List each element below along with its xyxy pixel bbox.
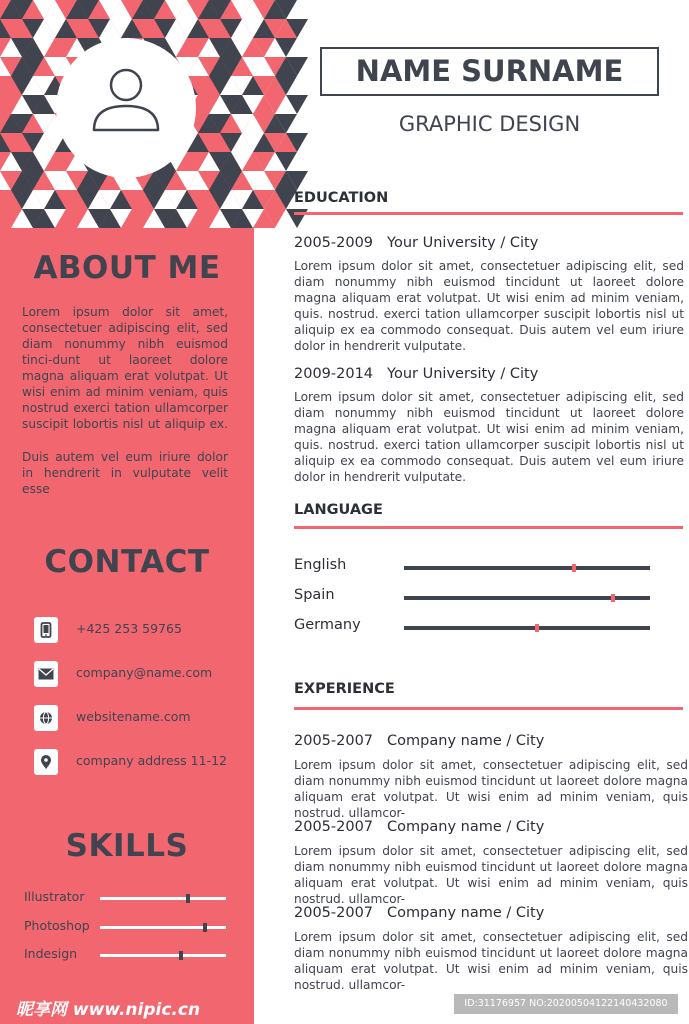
image-id-strip: ID:31176957 NO:20200504122140432080: [454, 994, 678, 1014]
experience-heading: EXPERIENCE: [294, 681, 395, 697]
language-label: Germany: [294, 617, 361, 633]
skill-bar: [100, 954, 226, 957]
language-heading: LANGUAGE: [294, 502, 383, 518]
contact-phone-text: +425 253 59765: [76, 621, 182, 636]
contact-heading: CONTACT: [44, 544, 210, 580]
contact-website-text: websitename.com: [76, 709, 191, 724]
experience-entry-title: [294, 905, 544, 921]
language-row: [294, 557, 654, 577]
sidebar: [0, 0, 254, 1024]
entry-place: Company name / City: [387, 819, 545, 835]
language-label: English: [294, 557, 347, 573]
education-entry-title: [294, 366, 538, 382]
watermark-text: 昵享网 www.nipic.cn: [16, 1000, 201, 1020]
language-row: [294, 587, 654, 607]
language-level-marker[interactable]: [535, 624, 539, 632]
language-bar: [404, 626, 650, 630]
about-paragraph: Lorem ipsum dolor sit amet, consectetuer adipiscing elit, sed diam nonummy nibh euismod tinci-dunt ut laoreet dolore magna aliquam erat volutpat. Ut wisi enim ad minim veniam, quis nostrud exerci tation ullamcorper suscipit lobortis nisl ut aliquip ex.: [22, 305, 228, 431]
email-icon: [34, 661, 58, 687]
contact-email-text: company@name.com: [76, 665, 213, 680]
name-title: NAME SURNAME: [320, 47, 659, 96]
experience-entry-text: Lorem ipsum dolor sit amet, consectetuer adipiscing elit, sed diam nonummy nibh euismod tincidunt ut laoreet dolore magna aliquam erat volutpat. Ut wisi enim ad minim veniam, quis nostrud. ullamcor-: [294, 758, 688, 820]
experience-entry-title: [294, 819, 544, 835]
skill-label: Illustrator: [24, 889, 85, 904]
entry-place: Your University / City: [387, 235, 539, 251]
about-paragraph-2: Duis autem vel eum iriure dolor in hendrerit in vulputate velit esse: [22, 450, 228, 496]
entry-years: 2005-2007: [294, 733, 374, 749]
skill-label: Photoshop: [24, 918, 90, 933]
skill-level-marker[interactable]: [203, 923, 207, 932]
education-entry-text: Lorem ipsum dolor sit amet, consectetuer adipiscing elit, sed diam nonummy nibh euismod tincidunt ut laoreet dolore magna aliquam erat volutpat. Ut wisi enim ad minim veniam, quis. nostrud. exerci tation ullamcorper suscipit lobortis nisl ut aliquip ex ea commodo consequat. Duis autem vel eum iriure dolor in hendrerit vulputate.: [294, 259, 684, 353]
experience-entry-title: [294, 733, 544, 749]
education-divider: [294, 212, 683, 215]
user-icon: [88, 64, 164, 136]
entry-place: Your University / City: [387, 366, 539, 382]
skill-row: [24, 918, 230, 936]
entry-place: Company name / City: [387, 733, 545, 749]
education-heading: EDUCATION: [294, 190, 389, 206]
entry-place: Company name / City: [387, 905, 545, 921]
language-row: [294, 617, 654, 637]
language-label: Spain: [294, 587, 335, 603]
experience-entry-text: Lorem ipsum dolor sit amet, consectetuer adipiscing elit, sed diam nonummy nibh euismod tincidunt ut laoreet dolore magna aliquam erat volutpat. Ut wisi enim ad minim veniam, quis nostrud. ullamcor-: [294, 930, 688, 992]
education-entry-text: Lorem ipsum dolor sit amet, consectetuer adipiscing elit, sed diam nonummy nibh euismod tincidunt ut laoreet dolore magna aliquam erat volutpat. Ut wisi enim ad minim veniam, quis. nostrud. exerci tation ullamcorper suscipit lobortis nisl ut aliquip ex ea commodo consequat. Duis autem vel eum iriure dolor in hendrerit vulputate.: [294, 390, 684, 484]
phone-icon: [34, 617, 58, 643]
contact-address-text: company address 11-12: [76, 753, 227, 768]
language-level-marker[interactable]: [572, 564, 576, 572]
contact-phone[interactable]: [34, 617, 244, 643]
experience-divider: [294, 707, 683, 710]
globe-icon: [34, 705, 58, 731]
skill-row: [24, 946, 230, 964]
entry-years: 2005-2007: [294, 905, 374, 921]
skill-level-marker[interactable]: [186, 894, 190, 903]
entry-years: 2005-2009: [294, 235, 374, 251]
contact-address[interactable]: [34, 749, 244, 775]
contact-website[interactable]: [34, 705, 244, 731]
skill-label: Indesign: [24, 946, 78, 961]
skill-row: [24, 889, 230, 907]
entry-years: 2009-2014: [294, 366, 374, 382]
skills-heading: SKILLS: [65, 828, 189, 864]
language-divider: [294, 526, 683, 529]
entry-years: 2005-2007: [294, 819, 374, 835]
experience-entry-text: Lorem ipsum dolor sit amet, consectetuer adipiscing elit, sed diam nonummy nibh euismod tincidunt ut laoreet dolore magna aliquam erat volutpat. Ut wisi enim ad minim veniam, quis nostrud. ullamcor-: [294, 844, 688, 906]
education-entry-title: [294, 235, 538, 251]
contact-email[interactable]: [34, 661, 244, 687]
skill-bar: [100, 897, 226, 900]
location-pin-icon: [34, 749, 58, 775]
avatar: [56, 38, 196, 178]
language-bar: [404, 566, 650, 570]
language-bar: [404, 596, 650, 600]
job-title: GRAPHIC DESIGN: [398, 112, 581, 136]
skill-level-marker[interactable]: [179, 951, 183, 960]
skill-bar: [100, 926, 226, 929]
about-heading: ABOUT ME: [33, 250, 221, 286]
language-level-marker[interactable]: [611, 594, 615, 602]
